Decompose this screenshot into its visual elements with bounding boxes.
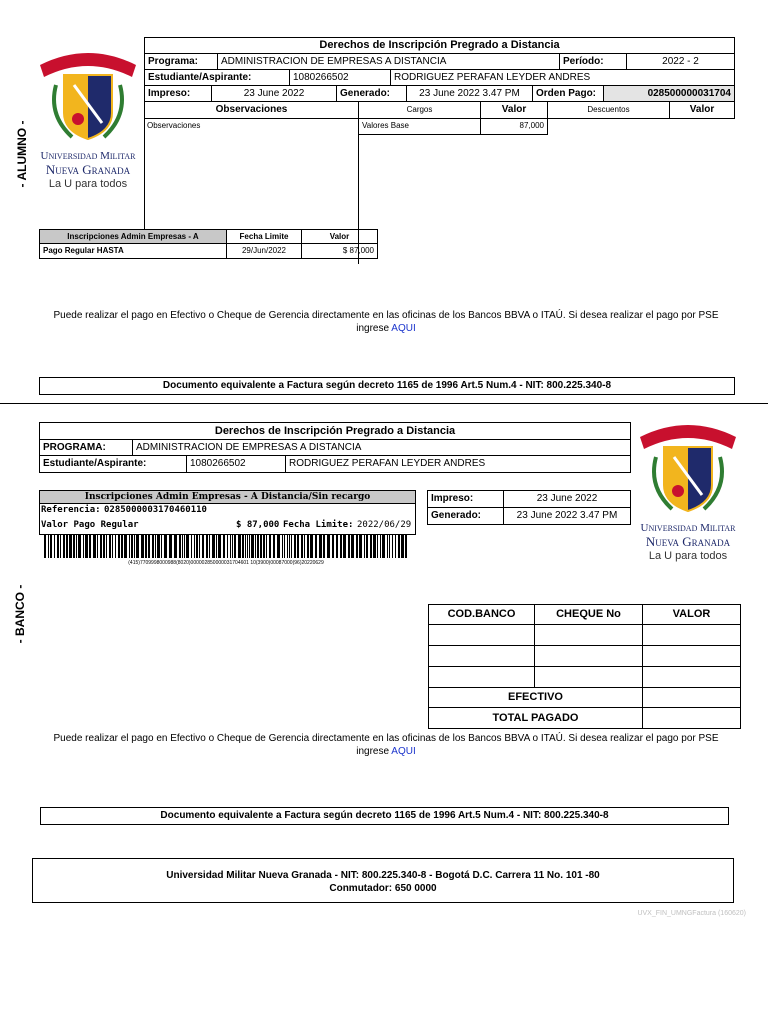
barcode-bar [392, 534, 393, 558]
barcode-bar [73, 534, 75, 558]
barcode-bar [103, 534, 105, 558]
barcode-bar [115, 534, 116, 558]
barcode-bar [373, 534, 376, 558]
valor-pago-value: $ 87,000 [236, 520, 280, 530]
university-logo-2 [634, 417, 742, 567]
barcode-bar [297, 534, 299, 558]
barcode-bar [124, 534, 127, 558]
logo-name-2: Nueva Granada [45, 162, 131, 177]
observaciones-box [144, 118, 359, 230]
barcode-bar [54, 534, 55, 558]
barcode-bar [242, 534, 244, 558]
barcode-bar [301, 534, 303, 558]
barcode-bar [291, 534, 292, 558]
barcode-bar [212, 534, 215, 558]
alumno-doc-title: Derechos de Inscripción Pregrado a Distancia [144, 37, 735, 54]
barcode-bar [289, 534, 290, 558]
barcode-bar [356, 534, 358, 558]
barcode-bar [76, 534, 77, 558]
total-pagado-label: TOTAL PAGADO [428, 707, 643, 729]
barcode-bar [152, 534, 154, 558]
barcode-bar [319, 534, 322, 558]
barcode-bar [184, 534, 185, 558]
barcode-bar [157, 534, 160, 558]
barcode-bar [134, 534, 135, 558]
barcode-bar [282, 534, 283, 558]
barcode-bar [216, 534, 217, 558]
barcode-bar [179, 534, 181, 558]
alumno-generado-value: 23 June 2022 3.47 PM [406, 85, 533, 102]
valor-pago-label: Valor Pago Regular [41, 520, 139, 530]
pago-row-valor: $ 87,000 [301, 243, 378, 259]
footer-box [32, 858, 734, 903]
barcode-bar [257, 534, 259, 558]
valor-header: VALOR [642, 604, 741, 625]
barcode-bar [382, 534, 385, 558]
barcode-bar [251, 534, 254, 558]
alumno-periodo-label: Período: [559, 53, 627, 70]
banco-estudiante-nombre: RODRIGUEZ PERAFAN LEYDER ANDRES [285, 455, 631, 473]
section-divider [0, 403, 768, 404]
barcode-bar [83, 534, 84, 558]
barcode-bar [304, 534, 305, 558]
barcode-bar [249, 534, 250, 558]
banco-impreso-value: 23 June 2022 [503, 490, 631, 508]
barcode-bar [44, 534, 46, 558]
barcode-bar [78, 534, 81, 558]
barcode-bar [174, 534, 177, 558]
barcode-bar [366, 534, 368, 558]
barcode-bar [273, 534, 275, 558]
alumno-programa-value: ADMINISTRACION DE EMPRESAS A DISTANCIA [217, 53, 560, 70]
barcode-bar [395, 534, 396, 558]
banco-doc-title: Derechos de Inscripción Pregrado a Distancia [39, 422, 631, 440]
barcode-bar [199, 534, 200, 558]
banco-pse-link[interactable]: AQUI [391, 746, 416, 757]
cheque-field-2[interactable] [534, 645, 643, 667]
barcode-bar [131, 534, 133, 558]
barcode-bar [89, 534, 91, 558]
barcode-bar [401, 534, 404, 558]
logo-name-2: Nueva Granada [645, 534, 731, 549]
barcode-bar [63, 534, 65, 558]
barcode-bar [206, 534, 208, 558]
descuentos-header: Descuentos [547, 101, 670, 119]
observaciones-text: Observaciones [147, 121, 201, 130]
valor-field-3[interactable] [642, 666, 741, 688]
efectivo-label: EFECTIVO [428, 687, 643, 708]
university-crest-icon [634, 417, 742, 517]
valor-field-1[interactable] [642, 624, 741, 646]
alumno-pse-link[interactable]: AQUI [391, 323, 416, 334]
cod-banco-header: COD.BANCO [428, 604, 535, 625]
banco-side-label: - BANCO - [13, 584, 27, 644]
barcode-bar [169, 534, 172, 558]
barcode-bar [370, 534, 372, 558]
logo-slogan: La U para todos [48, 178, 128, 190]
barcode-info-box [39, 503, 416, 535]
banco-programa-label: PROGRAMA: [39, 439, 133, 456]
alumno-orden-label: Orden Pago: [532, 85, 604, 102]
cheque-field-3[interactable] [534, 666, 643, 688]
alumno-impreso-value: 23 June 2022 [211, 85, 337, 102]
referencia-label: Referencia: [41, 505, 101, 515]
barcode-bar [145, 534, 147, 558]
barcode-bar [232, 534, 233, 558]
barcode-bar [60, 534, 61, 558]
banco-estudiante-label: Estudiante/Aspirante: [39, 455, 187, 473]
cod-banco-field-1[interactable] [428, 624, 535, 646]
barcode-bar [209, 534, 210, 558]
alumno-orden-value: 028500000031704 [603, 85, 735, 102]
cargo-valor: 87,000 [480, 118, 548, 135]
banco-generado-label: Generado: [427, 507, 504, 525]
banco-payment-note-text-2: ingrese [356, 746, 390, 757]
fecha-limite-label: Fecha Limite: [283, 520, 354, 530]
barcode-bar [129, 534, 130, 558]
barcode-bar [284, 534, 285, 558]
barcode-bar [351, 534, 354, 558]
cargo-item: Valores Base [358, 118, 481, 135]
alumno-programa-label: Programa: [144, 53, 218, 70]
barcode-bar [380, 534, 381, 558]
banco-programa-value: ADMINISTRACION DE EMPRESAS A DISTANCIA [132, 439, 631, 456]
barcode-bar [340, 534, 342, 558]
banco-payment-note [30, 732, 742, 758]
barcode-bar [148, 534, 150, 558]
barcode-bar [348, 534, 350, 558]
barcode-text: (415)7709998000988(8020)000002850000031704601 10(3900)00087000(96)20220629 [128, 560, 324, 566]
barcode-bar [136, 534, 139, 558]
cod-banco-field-3[interactable] [428, 666, 535, 688]
barcode-bar [336, 534, 338, 558]
barcode-bar [50, 534, 52, 558]
banco-payment-note-text: Puede realizar el pago en Efectivo o Cheque de Gerencia directamente en las oficinas de los Bancos BBVA o ITAÚ. Si desea realizar el pago por PSE [53, 733, 719, 744]
banco-invoice-note: Documento equivalente a Factura según decreto 1165 de 1996 Art.5 Num.4 - NIT: 800.225.340-8 [40, 807, 729, 825]
barcode-bar [323, 534, 325, 558]
barcode-bar [93, 534, 96, 558]
fecha-limite-value: 2022/06/29 [357, 520, 412, 530]
barcode-bar [118, 534, 120, 558]
barcode-bar [48, 534, 49, 558]
alumno-generado-label: Generado: [336, 85, 407, 102]
barcode-bar [255, 534, 256, 558]
barcode-bar [230, 534, 231, 558]
total-pagado-field[interactable] [642, 707, 741, 729]
barcode-bar [269, 534, 271, 558]
cargos-valor-header: Valor [480, 101, 548, 119]
barcode-bar [245, 534, 246, 558]
logo-name-1: Universidad Militar [40, 150, 136, 162]
observaciones-header: Observaciones [144, 101, 359, 119]
barcode-image [44, 534, 408, 558]
barcode-bar [238, 534, 241, 558]
barcode-title: Inscripciones Admin Empresas - A Distancia/Sin recargo [39, 490, 416, 504]
alumno-periodo-value: 2022 - 2 [626, 53, 735, 70]
barcode-bar [307, 534, 309, 558]
barcode-bar [327, 534, 330, 558]
barcode-bar [266, 534, 267, 558]
barcode-bar [315, 534, 317, 558]
alumno-estudiante-id: 1080266502 [289, 69, 391, 86]
barcode-bar [387, 534, 388, 558]
barcode-bar [234, 534, 236, 558]
footer-line-1: Universidad Militar Nueva Granada - NIT: 800.225.340-8 - Bogotá D.C. Carrera 11 No. 101 -80 [166, 870, 600, 881]
barcode-bar [97, 534, 98, 558]
logo-slogan: La U para todos [648, 550, 728, 562]
alumno-side-label: - ALUMNO - [15, 120, 29, 188]
barcode-bar [247, 534, 248, 558]
barcode-bar [100, 534, 102, 558]
barcode-bar [223, 534, 225, 558]
barcode-bar [186, 534, 189, 558]
footer-line-2: Conmutador: 650 0000 [329, 883, 437, 894]
cod-banco-field-2[interactable] [428, 645, 535, 667]
barcode-bar [121, 534, 123, 558]
barcode-bar [277, 534, 280, 558]
barcode-bar [161, 534, 162, 558]
barcode-bar [227, 534, 228, 558]
barcode-bar [182, 534, 183, 558]
barcode-bar [343, 534, 346, 558]
cheque-field-1[interactable] [534, 624, 643, 646]
barcode-bar [106, 534, 107, 558]
alumno-invoice-note: Documento equivalente a Factura según decreto 1165 de 1996 Art.5 Num.4 - NIT: 800.225.340-8 [39, 377, 735, 395]
barcode-bar [218, 534, 221, 558]
barcode-bar [141, 534, 144, 558]
barcode-bar [66, 534, 68, 558]
alumno-estudiante-nombre: RODRIGUEZ PERAFAN LEYDER ANDRES [390, 69, 735, 86]
banco-estudiante-id: 1080266502 [186, 455, 286, 473]
referencia-value: 0285000003170460110 [104, 505, 207, 515]
barcode-bar [389, 534, 390, 558]
barcode-bar [69, 534, 72, 558]
barcode-bar [364, 534, 365, 558]
barcode-bar [332, 534, 334, 558]
alumno-payment-note [30, 309, 742, 335]
barcode-bar [155, 534, 156, 558]
barcode-bar [196, 534, 198, 558]
barcode-bar [294, 534, 296, 558]
barcode-bar [398, 534, 400, 558]
university-crest-icon [34, 45, 142, 145]
barcode-bar [359, 534, 362, 558]
barcode-bar [377, 534, 378, 558]
descuentos-valor-header: Valor [669, 101, 735, 119]
barcode-bar [287, 534, 288, 558]
alumno-payment-note-text: Puede realizar el pago en Efectivo o Cheque de Gerencia directamente en las oficinas de los Bancos BBVA o ITAÚ. Si desea realizar el pago por PSE [53, 310, 719, 321]
university-logo [34, 45, 142, 195]
banco-generado-value: 23 June 2022 3.47 PM [503, 507, 631, 525]
barcode-bar [310, 534, 313, 558]
cheque-header: CHEQUE No [534, 604, 643, 625]
valor-field-2[interactable] [642, 645, 741, 667]
barcode-bar [109, 534, 111, 558]
pago-valor-header: Valor [301, 229, 378, 244]
barcode-bar [112, 534, 113, 558]
pago-fecha-header: Fecha Limite [226, 229, 302, 244]
barcode-bar [263, 534, 265, 558]
footer-code: UVX_FIN_UMNGFactura (160620) [637, 910, 746, 917]
banco-impreso-label: Impreso: [427, 490, 504, 508]
barcode-bar [194, 534, 195, 558]
logo-name-1: Universidad Militar [640, 522, 736, 534]
pago-row-label: Pago Regular HASTA [39, 243, 227, 259]
barcode-bar [57, 534, 59, 558]
barcode-bar [191, 534, 192, 558]
cargos-header: Cargos [358, 101, 481, 119]
barcode-bar [260, 534, 262, 558]
pago-row-fecha: 29/Jun/2022 [226, 243, 302, 259]
barcode-bar [202, 534, 204, 558]
pago-table-title: Inscripciones Admin Empresas - A [39, 229, 227, 244]
alumno-impreso-label: Impreso: [144, 85, 212, 102]
barcode-bar [85, 534, 88, 558]
barcode-bar [405, 534, 407, 558]
alumno-payment-note-text-2: ingrese [356, 323, 390, 334]
efectivo-field[interactable] [642, 687, 741, 708]
alumno-estudiante-label: Estudiante/Aspirante: [144, 69, 290, 86]
barcode-bar [164, 534, 167, 558]
